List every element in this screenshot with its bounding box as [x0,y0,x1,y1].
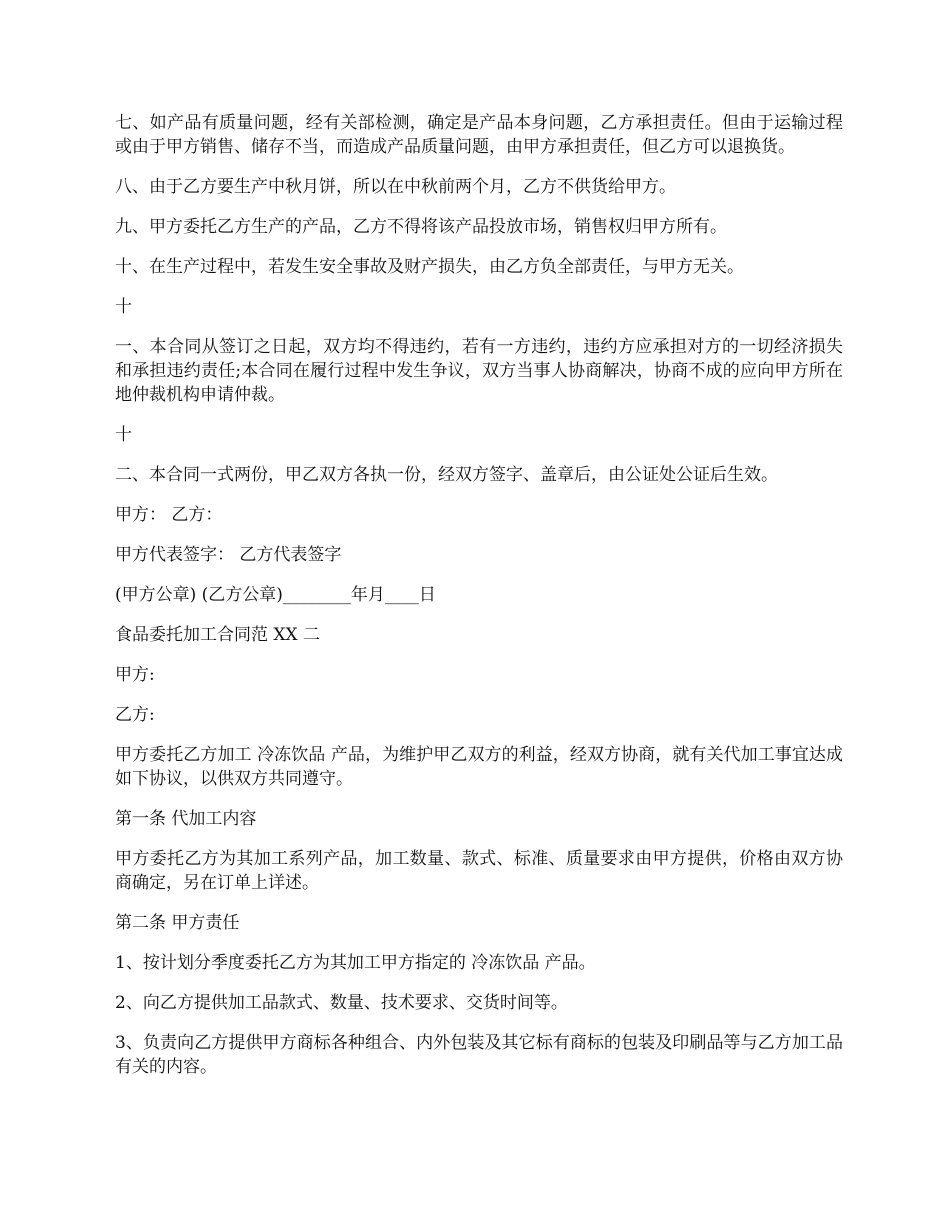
document-page [115,111,843,1095]
contract-intro-paragraph: 甲方委托乙方加工 冷冻饮品 产品，为维护甲乙双方的利益，经双方协商，就有关代加工事宜达成如下协议，以供双方共同遵守。 [115,745,843,789]
clause-7-paragraph: 七、如产品有质量问题，经有关部检测，确定是产品本身问题，乙方承担责任。但由于运输过程或由于甲方销售、储存不当，而造成产品质量问题，由甲方承担责任，但乙方可以退换货。 [115,113,843,157]
article-2-item-3: 3、负责向乙方提供甲方商标各种组合、内外包装及其它标有商标的包装及印刷品等与乙方加工品有关的内容。 [115,1033,843,1077]
clause-11-paragraph: 一、本合同从签订之日起，双方均不得违约，若有一方违约，违约方应承担对方的一切经济损失和承担违约责任;本合同在履行过程中发生争议，双方当事人协商解决，协商不成的应向甲方所在地仲裁机构申请仲裁。 [115,337,843,405]
party-a-line: 甲方: [115,665,155,685]
clause-8-paragraph: 八、由于乙方要生产中秋月饼，所以在中秋前两个月，乙方不供货给甲方。 [115,177,676,197]
second-contract-title: 食品委托加工合同范 XX 二 [115,625,321,645]
clause-9-paragraph: 九、甲方委托乙方生产的产品，乙方不得将该产品投放市场，销售权归甲方所有。 [115,217,727,237]
clause-10-paragraph: 十、在生产过程中，若发生安全事故及财产损失，由乙方负全部责任，与甲方无关。 [115,257,744,277]
article-1-heading: 第一条 代加工内容 [115,809,257,829]
clause-12-number-fragment: 十 [115,425,132,445]
seal-date-line: (甲方公章) (乙方公章)________年月____日 [115,585,436,605]
clause-11-number-fragment: 十 [115,297,132,317]
representative-signature-line: 甲方代表签字： 乙方代表签字 [115,545,342,565]
article-1-paragraph: 甲方委托乙方为其加工系列产品，加工数量、款式、标准、质量要求由甲方提供，价格由双方协商确定，另在订单上详述。 [115,849,843,893]
party-b-line: 乙方: [115,705,155,725]
clause-12-paragraph: 二、本合同一式两份，甲乙双方各执一份，经双方签字、盖章后，由公证处公证后生效。 [115,465,778,485]
article-2-heading: 第二条 甲方责任 [115,913,240,933]
parties-signature-line: 甲方： 乙方： [115,505,223,525]
article-2-item-1: 1、按计划分季度委托乙方为其加工甲方指定的 冷冻饮品 产品。 [115,953,596,973]
article-2-item-2: 2、向乙方提供加工品款式、数量、技术要求、交货时间等。 [115,993,568,1013]
